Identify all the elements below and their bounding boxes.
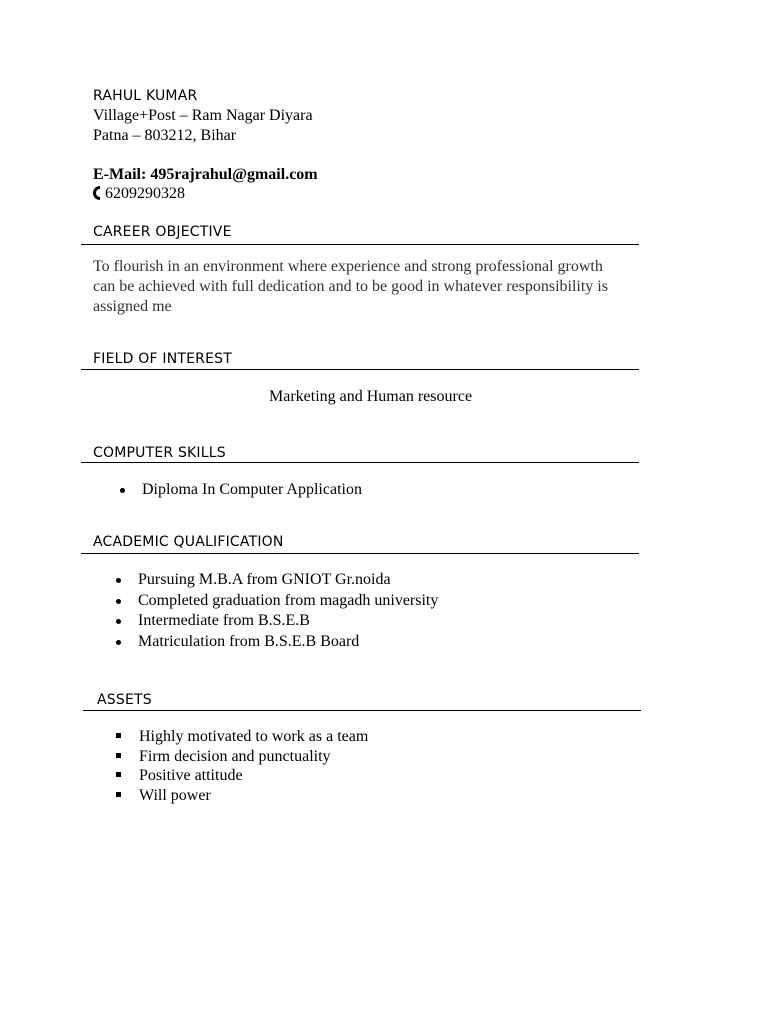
computer-skills-list xyxy=(118,480,362,501)
career-objective-line: assigned me xyxy=(93,298,172,315)
list-item: Pursuing M.B.A from GNIOT Gr.noida xyxy=(114,570,438,591)
phone-number: 6209290328 xyxy=(105,185,185,202)
list-item: Will power xyxy=(115,786,368,806)
list-item: Completed graduation from magadh university xyxy=(114,591,438,612)
career-objective-line: To flourish in an environment where experience and strong professional growth xyxy=(93,258,603,275)
academic-qualification-heading: ACADEMIC QUALIFICATION xyxy=(93,534,284,550)
list-item: Diploma In Computer Application xyxy=(118,480,362,501)
assets-heading: ASSETS xyxy=(97,692,152,708)
field-of-interest-text: Marketing and Human resource xyxy=(269,388,473,405)
list-item: Highly motivated to work as a team xyxy=(115,727,368,747)
academic-qualification-rule xyxy=(81,553,639,554)
address-line-1: Village+Post – Ram Nagar Diyara xyxy=(93,107,313,124)
computer-skills-rule xyxy=(81,462,639,463)
field-of-interest-rule xyxy=(81,369,639,370)
candidate-name: RAHUL KUMAR xyxy=(93,88,198,104)
assets-rule xyxy=(83,710,641,711)
field-of-interest-heading: FIELD OF INTEREST xyxy=(93,351,232,367)
career-objective-rule xyxy=(81,244,639,245)
address-line-2: Patna – 803212, Bihar xyxy=(93,127,237,144)
academic-qualification-list xyxy=(114,570,438,652)
career-objective-heading: CAREER OBJECTIVE xyxy=(93,224,232,240)
phone-handset-icon xyxy=(93,186,100,200)
career-objective-text xyxy=(93,257,693,317)
phone-line xyxy=(93,184,185,204)
computer-skills-heading: COMPUTER SKILLS xyxy=(93,445,226,461)
list-item: Firm decision and punctuality xyxy=(115,747,368,767)
email-line: E-Mail: 495rajrahul@gmail.com xyxy=(93,166,318,183)
assets-list xyxy=(115,727,368,805)
list-item: Matriculation from B.S.E.B Board xyxy=(114,632,438,653)
list-item: Intermediate from B.S.E.B xyxy=(114,611,438,632)
career-objective-line: can be achieved with full dedication and to be good in whatever responsibility is xyxy=(93,278,608,295)
list-item: Positive attitude xyxy=(115,766,368,786)
